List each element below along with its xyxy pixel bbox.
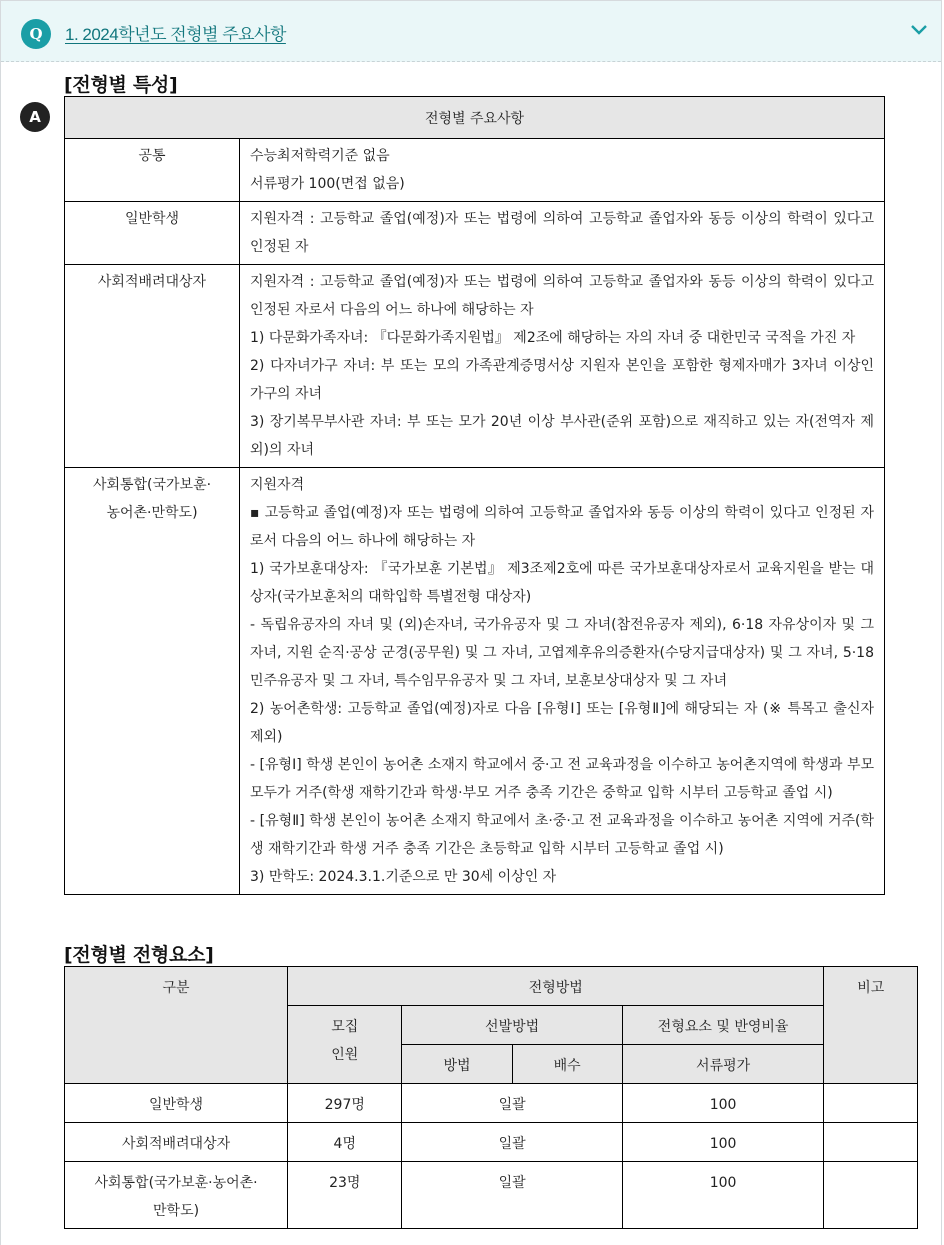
cell-selection: 일괄 [402, 1162, 622, 1229]
header-way: 방법 [402, 1045, 512, 1084]
table-header: 전형별 주요사항 [65, 97, 885, 139]
header-quota: 모집 인원 [288, 1006, 402, 1084]
row-description: 수능최저학력기준 없음 서류평가 100(면접 없음) [240, 139, 885, 202]
cell-category: 사회통합(국가보훈·농어촌· 만학도) [65, 1162, 288, 1229]
row-description: 지원자격 : 고등학교 졸업(예정)자 또는 법령에 의하여 고등학교 졸업자와 동등 이상의 학력이 있다고 인정된 자로서 다음의 어느 하나에 해당하는 자 1) 다문화가족자녀: 『다문화가족지원법』 제2조에 해당하는 자의 자녀 중 대한민국 국적을 가진 자 2) 다자녀가구 자녀: 부 또는 모의 가족관계증명서상 지원자 본인을 포함한 형제자매가 3자녀 이상인 가구의 자녀 3) 장기복무부사관 자녀: 부 또는 모가 20년 이상 부사관(준위 포함)으로 재직하고 있는 자(전역자 제외)의 자녀 [240, 265, 885, 468]
header-document: 서류평가 [622, 1045, 824, 1084]
table-row [65, 468, 885, 895]
row-description: 지원자격 ▪ 고등학교 졸업(예정)자 또는 법령에 의하여 고등학교 졸업자와 동등 이상의 학력이 있다고 인정된 자로서 다음의 어느 하나에 해당하는 자 1) 국가보훈대상자: 『국가보훈 기본법』 제3조제2호에 따른 국가보훈대상자로서 교육지원을 받는 대상자(국가보훈처의 대학입학 특별전형 대상자) - 독립유공자의 자녀 및 (외)손자녀, 국가유공자 및 그 자녀(참전유공자 제외), 6·18 자유상이자 및 그 자녀, 지원 순직·공상 군경(공무원) 및 그 자녀, 고엽제후유의증환자(수당지급대상자) 및 그 자녀, 5·18민주유공자 및 그 자녀, 특수임무유공자 및 그 자녀, 보훈보상대상자 및 그 자녀 2) 농어촌학생: 고등학교 졸업(예정)자로 다음 [유형Ⅰ] 또는 [유형Ⅱ]에 해당되는 자 (※ 특목고 출신자 제외) - [유형Ⅰ] 학생 본인이 농어촌 소재지 학교에서 중·고 전 교육과정을 이수하고 농어촌지역에 학생과 부모 모두가 거주(학생 재학기간과 학생·부모 거주 충족 기간은 중학교 입학 시부터 고등학교 졸업 시) - [유형Ⅱ] 학생 본인이 농어촌 소재지 학교에서 초·중·고 전 교육과정을 이수하고 농어촌 지역에 거주(학생 재학기간과 학생 거주 충족 기간은 초등학교 입학 시부터 고등학교 졸업 시) 3) 만학도: 2024.3.1.기준으로 만 30세 이상인 자 [240, 468, 885, 895]
table-row [65, 1123, 918, 1162]
row-category: 공통 [65, 139, 240, 202]
elements-table [64, 966, 918, 1229]
cell-category: 사회적배려대상자 [65, 1123, 288, 1162]
cell-note [824, 1162, 918, 1229]
header-row-1 [65, 967, 918, 1006]
question-title-link[interactable]: 1. 2024학년도 전형별 주요사항 [65, 25, 286, 44]
question-header[interactable] [1, 1, 941, 62]
header-category: 구분 [65, 967, 288, 1084]
cell-document: 100 [622, 1084, 824, 1123]
header-elements: 전형요소 및 반영비율 [622, 1006, 824, 1045]
header-multiple: 배수 [512, 1045, 622, 1084]
cell-note [824, 1123, 918, 1162]
row-category: 사회적배려대상자 [65, 265, 240, 468]
cell-quota: 297명 [288, 1084, 402, 1123]
question-icon: Q [21, 19, 51, 49]
table-row [65, 1084, 918, 1123]
cell-selection: 일괄 [402, 1084, 622, 1123]
cell-selection: 일괄 [402, 1123, 622, 1162]
header-method: 전형방법 [288, 967, 824, 1006]
table-header-row [65, 97, 885, 139]
section-title-elements: [전형별 전형요소] [64, 944, 214, 966]
table-row [65, 139, 885, 202]
cell-document: 100 [622, 1162, 824, 1229]
cell-note [824, 1084, 918, 1123]
chevron-down-icon[interactable] [911, 24, 927, 36]
header-selection: 선발방법 [402, 1006, 622, 1045]
cell-quota: 23명 [288, 1162, 402, 1229]
cell-quota: 4명 [288, 1123, 402, 1162]
table-row [65, 202, 885, 265]
row-category: 일반학생 [65, 202, 240, 265]
section-title-characteristics: [전형별 특성] [64, 74, 178, 96]
row-category: 사회통합(국가보훈· 농어촌·만학도) [65, 468, 240, 895]
table-row [65, 1162, 918, 1229]
table-row [65, 265, 885, 468]
cell-document: 100 [622, 1123, 824, 1162]
cell-category: 일반학생 [65, 1084, 288, 1123]
header-note: 비고 [824, 967, 918, 1084]
row-description: 지원자격 : 고등학교 졸업(예정)자 또는 법령에 의하여 고등학교 졸업자와 동등 이상의 학력이 있다고 인정된 자 [240, 202, 885, 265]
characteristics-table [64, 96, 885, 895]
answer-icon: A [20, 102, 50, 132]
